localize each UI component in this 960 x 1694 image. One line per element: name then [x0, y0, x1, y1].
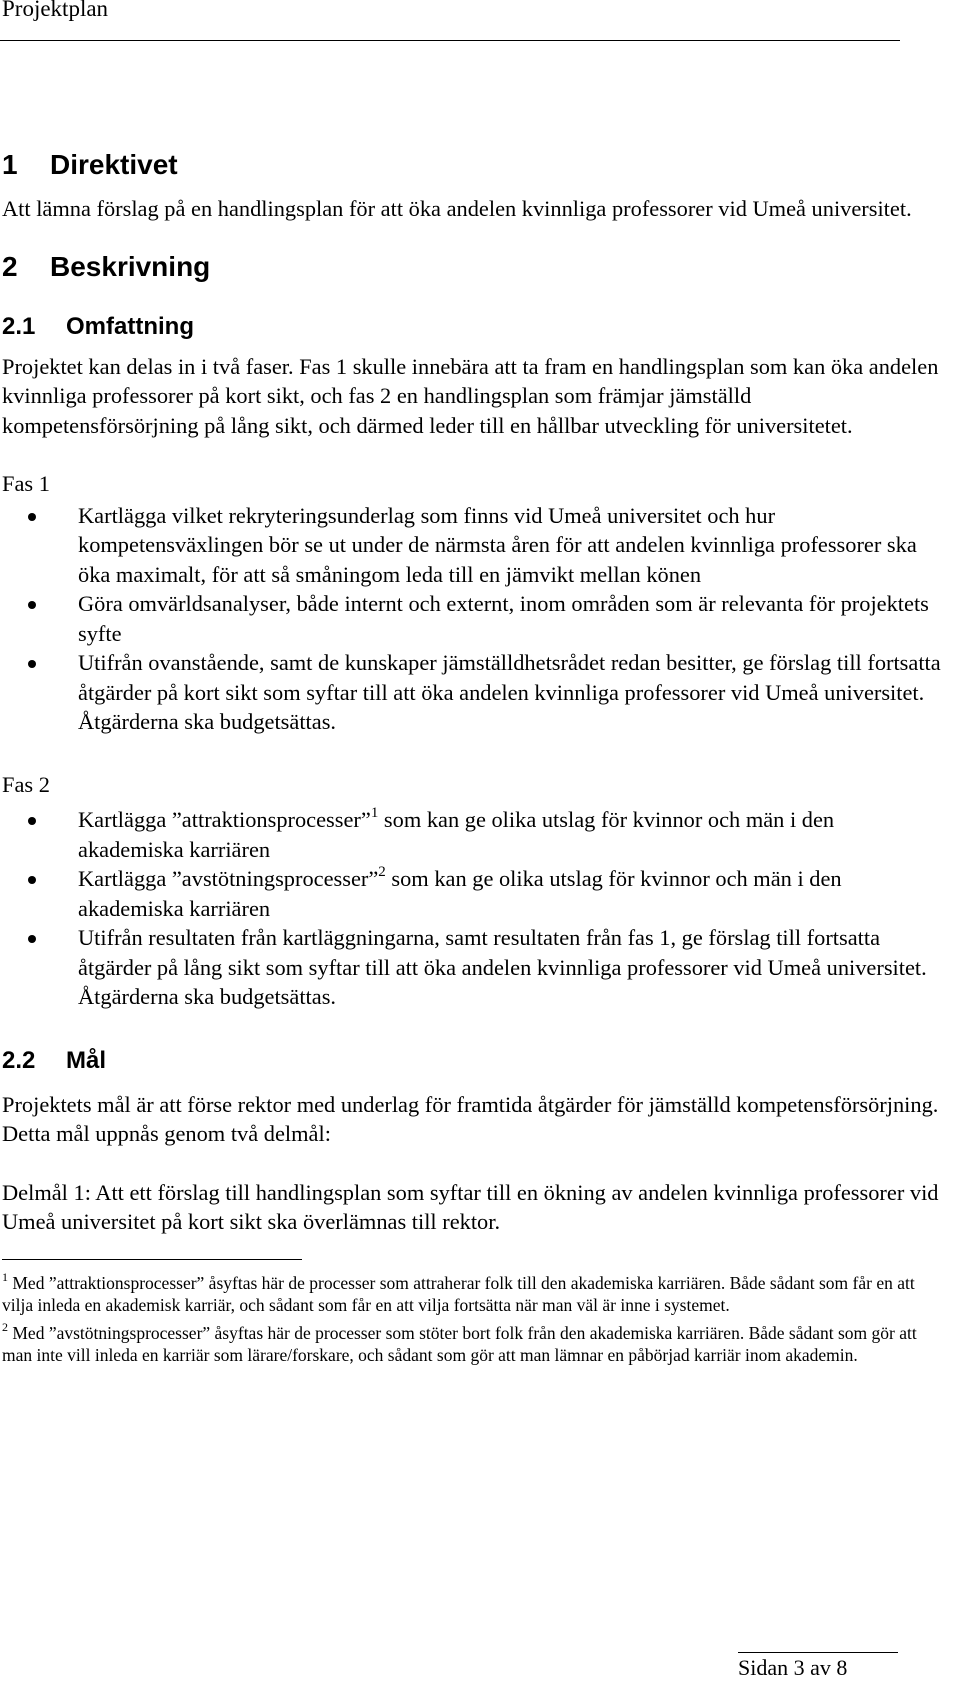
list-item-text: Kartlägga vilket rekryteringsunderlag som finns vid Umeå universitet och hur kompetensväxlingen bör se ut under de närmsta åren för att andelen kvinnliga professorer ska öka maximalt, för att så småningom leda till en jämvikt mellan könen: [78, 502, 917, 587]
footnote-separator: [2, 1259, 302, 1260]
footnote-2: [2, 1319, 942, 1366]
bullet-icon: [28, 817, 36, 825]
list-item: [2, 805, 942, 864]
section-2-2-text: Projektets mål är att förse rektor med underlag för framtida åtgärder för jämställd kompetensförsörjning. Detta mål uppnås genom två delmål:: [2, 1091, 939, 1146]
list-item-text: Utifrån resultaten från kartläggningarna, samt resultaten från fas 1, ge förslag till fortsatta åtgärder på lång sikt som syftar till att öka andelen kvinnliga professorer vid Umeå universitet. Åtgärderna ska budgetsättas.: [78, 925, 927, 1009]
fas-2-list: [2, 805, 942, 1012]
list-item-text: Utifrån ovanstående, samt de kunskaper jämställdhetsrådet redan besitter, ge förslag till fortsatta åtgärder på kort sikt som syftar till att öka andelen kvinnliga professorer vid Umeå universitet. Åtgärderna ska budgetsättas.: [78, 650, 941, 734]
header-rule: [0, 40, 900, 41]
fas-1-label: Fas 1: [2, 471, 50, 496]
list-item-text: Kartlägga ”avstötningsprocesser”: [78, 866, 379, 891]
bullet-icon: [28, 935, 36, 943]
list-item-text: som kan ge olika utslag för kvinnor och män i den akademiska karriären: [78, 807, 835, 862]
list-item-text: Göra omvärldsanalyser, både internt och externt, inom områden som är relevanta för projektets syfte: [78, 591, 929, 646]
section-2-1-text: Projektet kan delas in i två faser. Fas 1 skulle innebära att ta fram en handlingsplan som kan öka andelen kvinnliga professorer på kort sikt, och fas 2 en handlingsplan som främjar jämställd kompetensförsörjning på lång sikt, och därmed leder till en hållbar utveckling för universitetet.: [2, 353, 939, 438]
footnote-mark: 1: [2, 1269, 8, 1284]
page-number-box: [738, 1652, 898, 1683]
list-item: [2, 501, 942, 590]
footnote-text: Med ”avstötningsprocesser” åsyftas här de processer som stöter bort folk från den akademiska karriären. Både sådant som gör att man inte vill inleda en karriär som lärare/forskare, och sådant som gör att man lämnar en påbörjad karriär inom akademin.: [2, 1322, 917, 1365]
delmal-1-text: Delmål 1: Att ett förslag till handlingsplan som syftar till en ökning av andelen kvinnliga professorer vid Umeå universitet på kort sikt ska överlämnas till rektor.: [2, 1179, 939, 1234]
section-number: 1: [2, 149, 18, 180]
bullet-icon: [28, 601, 36, 609]
footnote-1: [2, 1269, 942, 1316]
section-number: 2: [2, 250, 18, 282]
list-item-text: som kan ge olika utslag för kvinnor och män i den akademiska karriären: [78, 866, 842, 921]
section-title: Mål: [66, 1046, 107, 1074]
list-item: [2, 589, 942, 648]
list-item-text: Kartlägga ”attraktionsprocesser”: [78, 807, 371, 832]
bullet-icon: [28, 660, 36, 668]
bullet-icon: [28, 876, 36, 884]
section-1-heading: [2, 148, 942, 182]
footnote-reference[interactable]: 2: [378, 863, 386, 880]
footnote-text: Med ”attraktionsprocesser” åsyftas här de processer som attraherar folk till den akademiska karriären. Både sådant som får en att vilja inleda en akademisk karriär, och sådant som får en att vilja fortsätta när man väl är inne i systemet.: [2, 1272, 915, 1315]
list-item: [2, 648, 942, 737]
section-2-1-heading: [2, 312, 942, 342]
header-title: Projektplan: [2, 0, 109, 21]
section-1-text: Att lämna förslag på en handlingsplan för att öka andelen kvinnliga professorer vid Umeå universitet.: [2, 196, 912, 221]
bullet-icon: [28, 513, 36, 521]
section-number: 2.2: [2, 1046, 36, 1074]
section-number: 2.1: [2, 312, 36, 340]
section-title: Direktivet: [50, 149, 178, 180]
fas-1-list: [2, 501, 942, 737]
footnote-mark: 2: [2, 1319, 8, 1334]
page-number: Sidan 3 av 8: [738, 1655, 848, 1680]
section-title: Beskrivning: [50, 250, 211, 282]
document-body: [2, 148, 942, 1366]
list-item: [2, 923, 942, 1012]
list-item: [2, 864, 942, 923]
fas-2-label: Fas 2: [2, 771, 50, 797]
footnote-reference[interactable]: 1: [370, 804, 379, 821]
section-2-2-heading: [2, 1046, 942, 1076]
section-title: Omfattning: [66, 312, 194, 340]
section-2-heading: [2, 250, 942, 284]
